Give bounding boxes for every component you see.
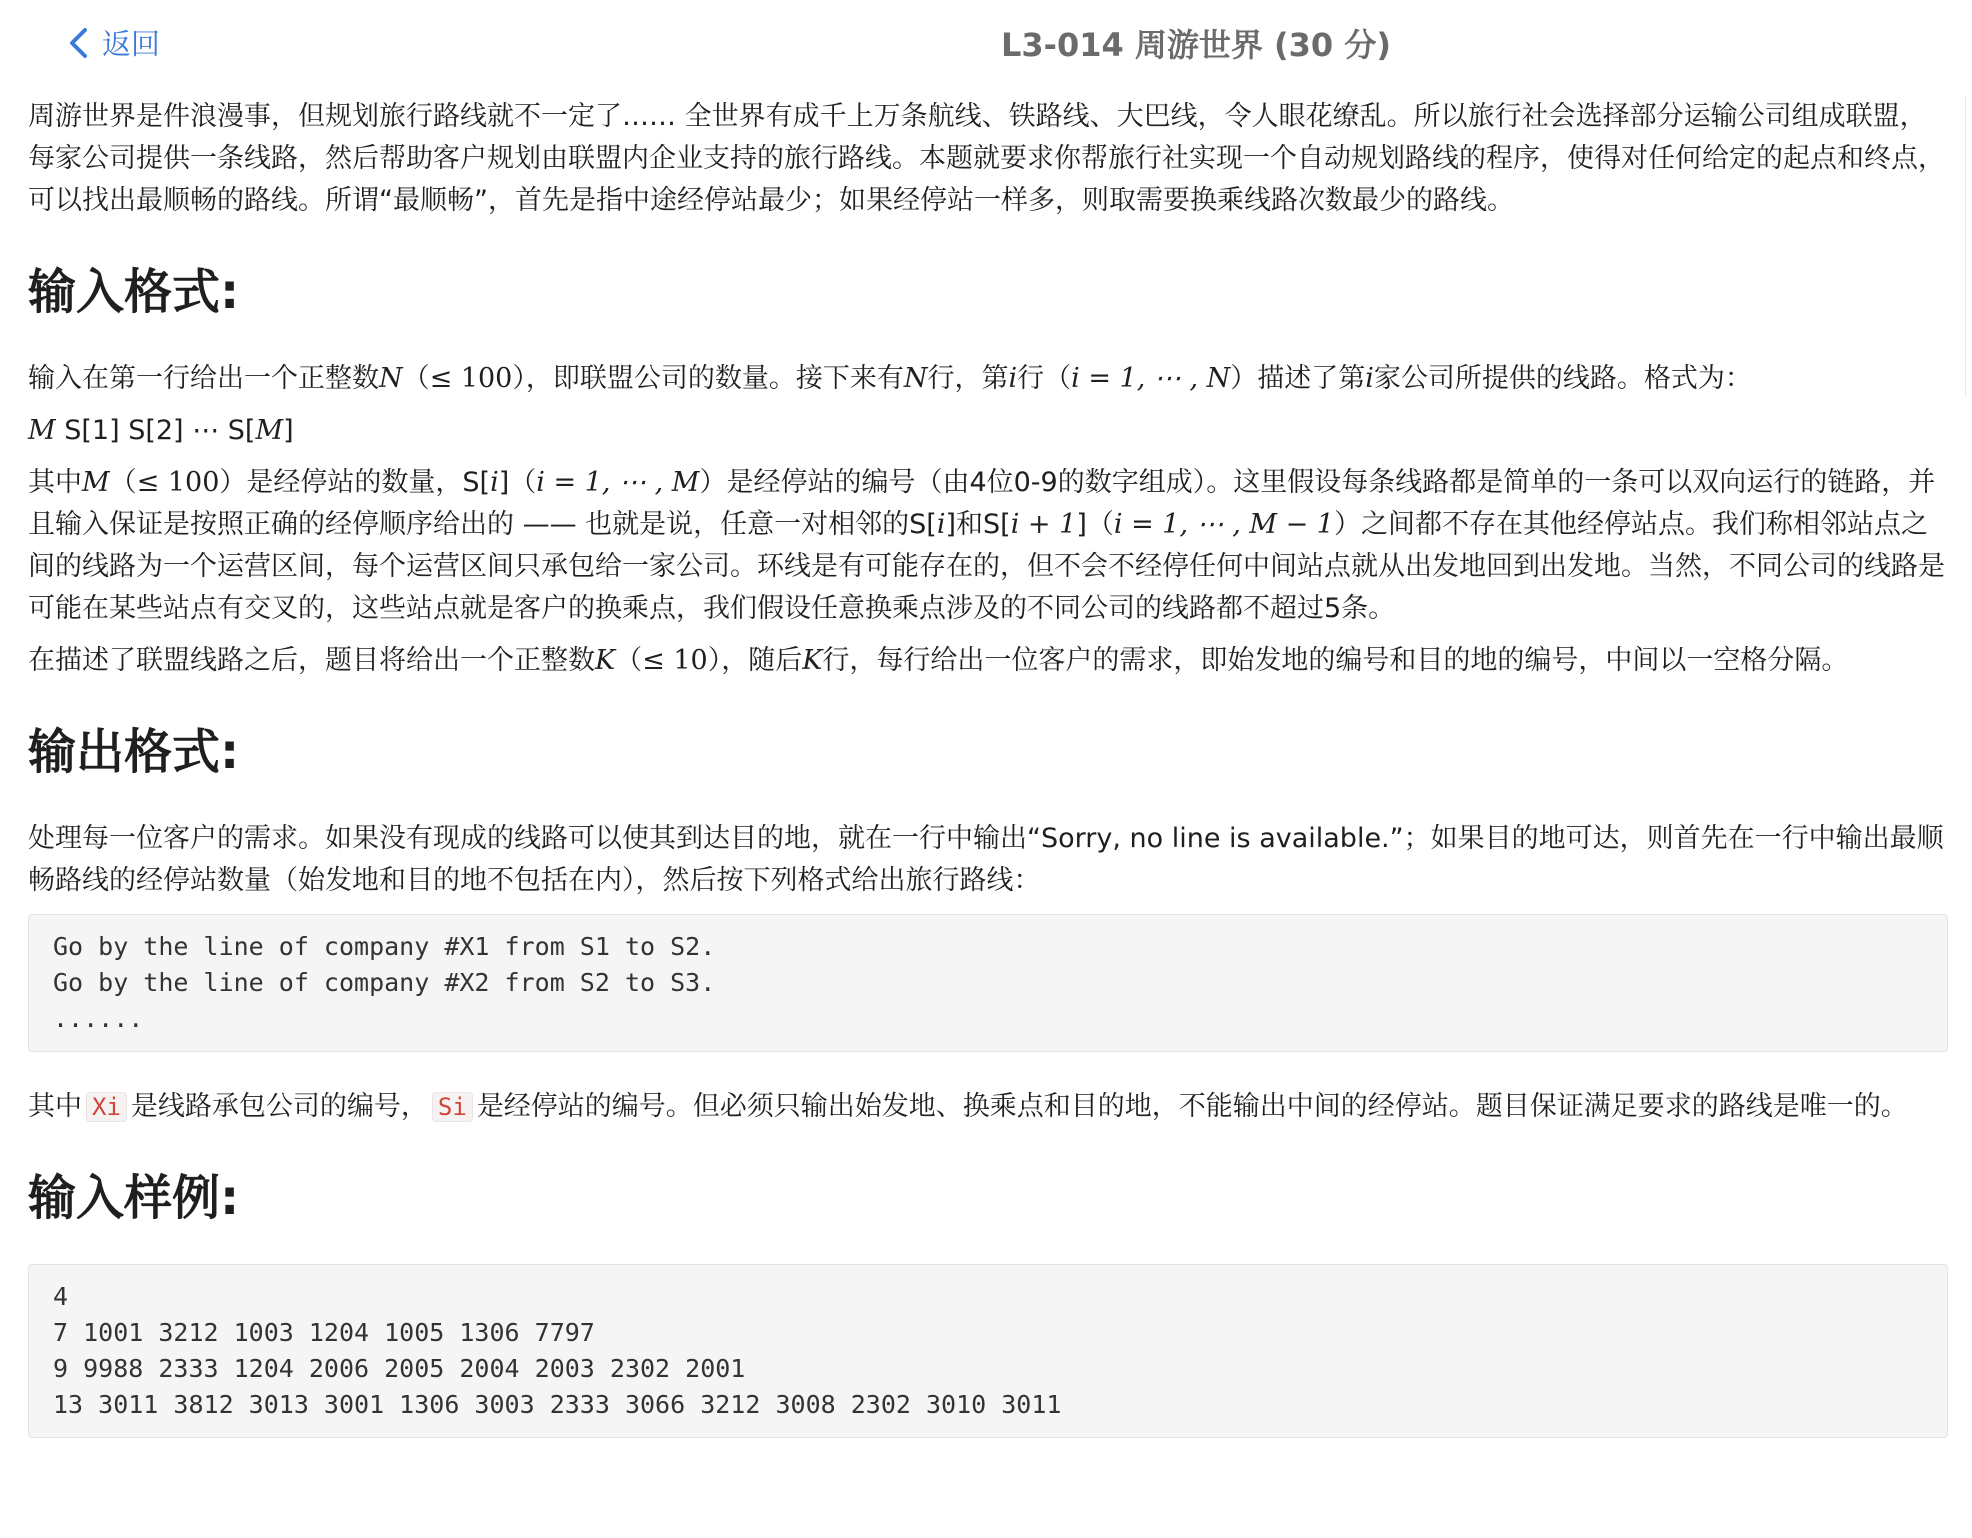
inline-code-xi: Xi — [86, 1092, 127, 1122]
intro-paragraph: 周游世界是件浪漫事，但规划旅行路线就不一定了…… 全世界有成千上万条航线、铁路线、大巴线，令人眼花缭乱。所以旅行社会选择部分运输公司组成联盟，每家公司提供一条线路，然后帮助客户规划由联盟内企业支持的旅行路线。本题就要求你帮旅行社实现一个自动规划路线的程序，使得对任何给定的起点和终点，可以找出最顺畅的路线。所谓“最顺畅”，首先是指中途经停站最少；如果经停站一样多，则取需要换乘线路次数最少的路线。 — [28, 101, 1945, 216]
output-paragraph-2: 其中 Xi 是线路承包公司的编号， Si 是经停站的编号。但必须只输出始发地、换乘点和目的地，不能输出中间的经停站。题目保证满足要求的路线是唯一的。 — [28, 1091, 1908, 1122]
sample-input-heading: 输入样例: — [28, 1170, 240, 1226]
input-paragraph-4: 在描述了联盟线路之后，题目将给出一个正整数K（≤ 10），随后K行，每行给出一位客户的需求，即始发地的编号和目的地的编号，中间以一空格分隔。 — [28, 645, 1849, 676]
top-bar — [0, 0, 1972, 86]
output-format-code-block: Go by the line of company #X1 from S1 to S2. Go by the line of company #X2 from S2 to S3. ...... — [28, 914, 1948, 1052]
page-title: L3-014 周游世界 (30 分) — [1001, 26, 1391, 64]
problem-content — [28, 96, 1948, 1472]
input-paragraph-1: 输入在第一行给出一个正整数N（≤ 100），即联盟公司的数量。接下来有N行，第i行（i = 1, ⋯ , N）描述了第i家公司所提供的线路。格式为： — [28, 363, 1752, 394]
back-label: 返回 — [102, 27, 161, 61]
input-paragraph-3: 其中M（≤ 100）是经停站的数量，S[i]（i = 1, ⋯ , M）是经停站的编号（由4位0-9的数字组成）。这里假设每条线路都是简单的一条可以双向运行的链路，并且输入保证是按照正确的经停顺序给出的 —— 也就是说，任意一对相邻的S[i]和S[i + 1]（i = 1, ⋯ , M − 1）之间都不存在其他经停站点。我们称相邻站点之间的线路为一个运营区间，每个运营区间只承包给一家公司。环线是有可能存在的，但不会不经停任何中间站点就从出发地回到出发地。当然，不同公司的线路是可能在某些站点有交叉的，这些站点就是客户的换乘点，我们假设任意换乘点涉及的不同公司的线路都不超过5条。 — [28, 467, 1945, 624]
output-paragraph-1: 处理每一位客户的需求。如果没有现成的线路可以使其到达目的地，就在一行中输出“Sorry, no line is available.”；如果目的地可达，则首先在一行中输出最顺畅路线的经停站数量（始发地和目的地不包括在内），然后按下列格式给出旅行路线： — [28, 823, 1944, 896]
scrollbar[interactable] — [1965, 96, 1972, 396]
output-format-heading: 输出格式: — [28, 724, 240, 780]
input-format-heading: 输入格式: — [28, 264, 240, 320]
inline-code-si: Si — [432, 1092, 473, 1122]
input-paragraph-2: M S[1] S[2] ⋯ S[M] — [28, 415, 294, 446]
sample-input-code-block: 4 7 1001 3212 1003 1204 1005 1306 7797 9 9988 2333 1204 2006 2005 2004 2003 2302 2001 13 3011 3812 3013 3001 1306 3003 2333 3066 3212 3008 2302 3010 3011 — [28, 1264, 1948, 1438]
